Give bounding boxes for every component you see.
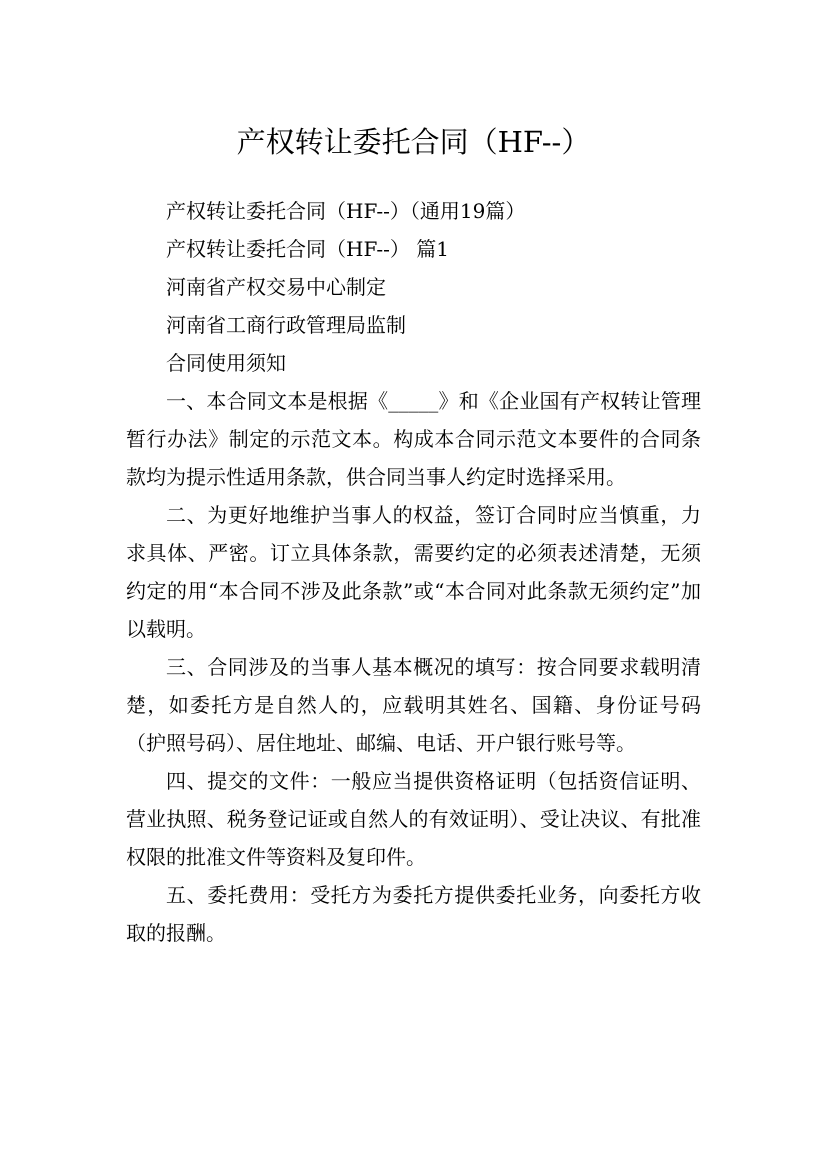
document-title: 产权转让委托合同（HF--） <box>236 125 591 160</box>
notice-item-2: 二、为更好地维护当事人的权益，签订合同时应当慎重，力求具体、严密。订立具体条款，需要约定的必须表述清楚，无须约定的用“本合同不涉及此条款”或“本合同对此条款无须约定”加以载明。 <box>126 503 701 641</box>
notice-item-1: 一、本合同文本是根据《_____》和《企业国有产权转让管理暂行办法》制定的示范文本。构成本合同示范文本要件的合同条款均为提示性适用条款，供合同当事人约定时选择采用。 <box>126 389 701 489</box>
section-heading: 产权转让委托合同（HF--） 篇1 <box>166 237 450 261</box>
notice-item-5: 五、委托费用：受托方为委托方提供委托业务，向委托方收取的报酬。 <box>126 883 701 945</box>
notice-item-3: 三、合同涉及的当事人基本概况的填写：按合同要求载明清楚，如委托方是自然人的，应载明其姓名、国籍、身份证号码（护照号码）、居住地址、邮编、电话、开户银行账号等。 <box>126 655 701 755</box>
document-body <box>126 192 701 952</box>
issuer-line: 河南省产权交易中心制定 <box>166 275 386 299</box>
notice-item-4: 四、提交的文件：一般应当提供资格证明（包括资信证明、营业执照、税务登记证或自然人的有效证明）、受让决议、有批准权限的批准文件等资料及复印件。 <box>126 769 701 869</box>
notice-heading: 合同使用须知 <box>166 351 286 375</box>
supervisor-line: 河南省工商行政管理局监制 <box>166 313 406 337</box>
subtitle-line: 产权转让委托合同（HF--）（通用19篇） <box>166 199 526 223</box>
